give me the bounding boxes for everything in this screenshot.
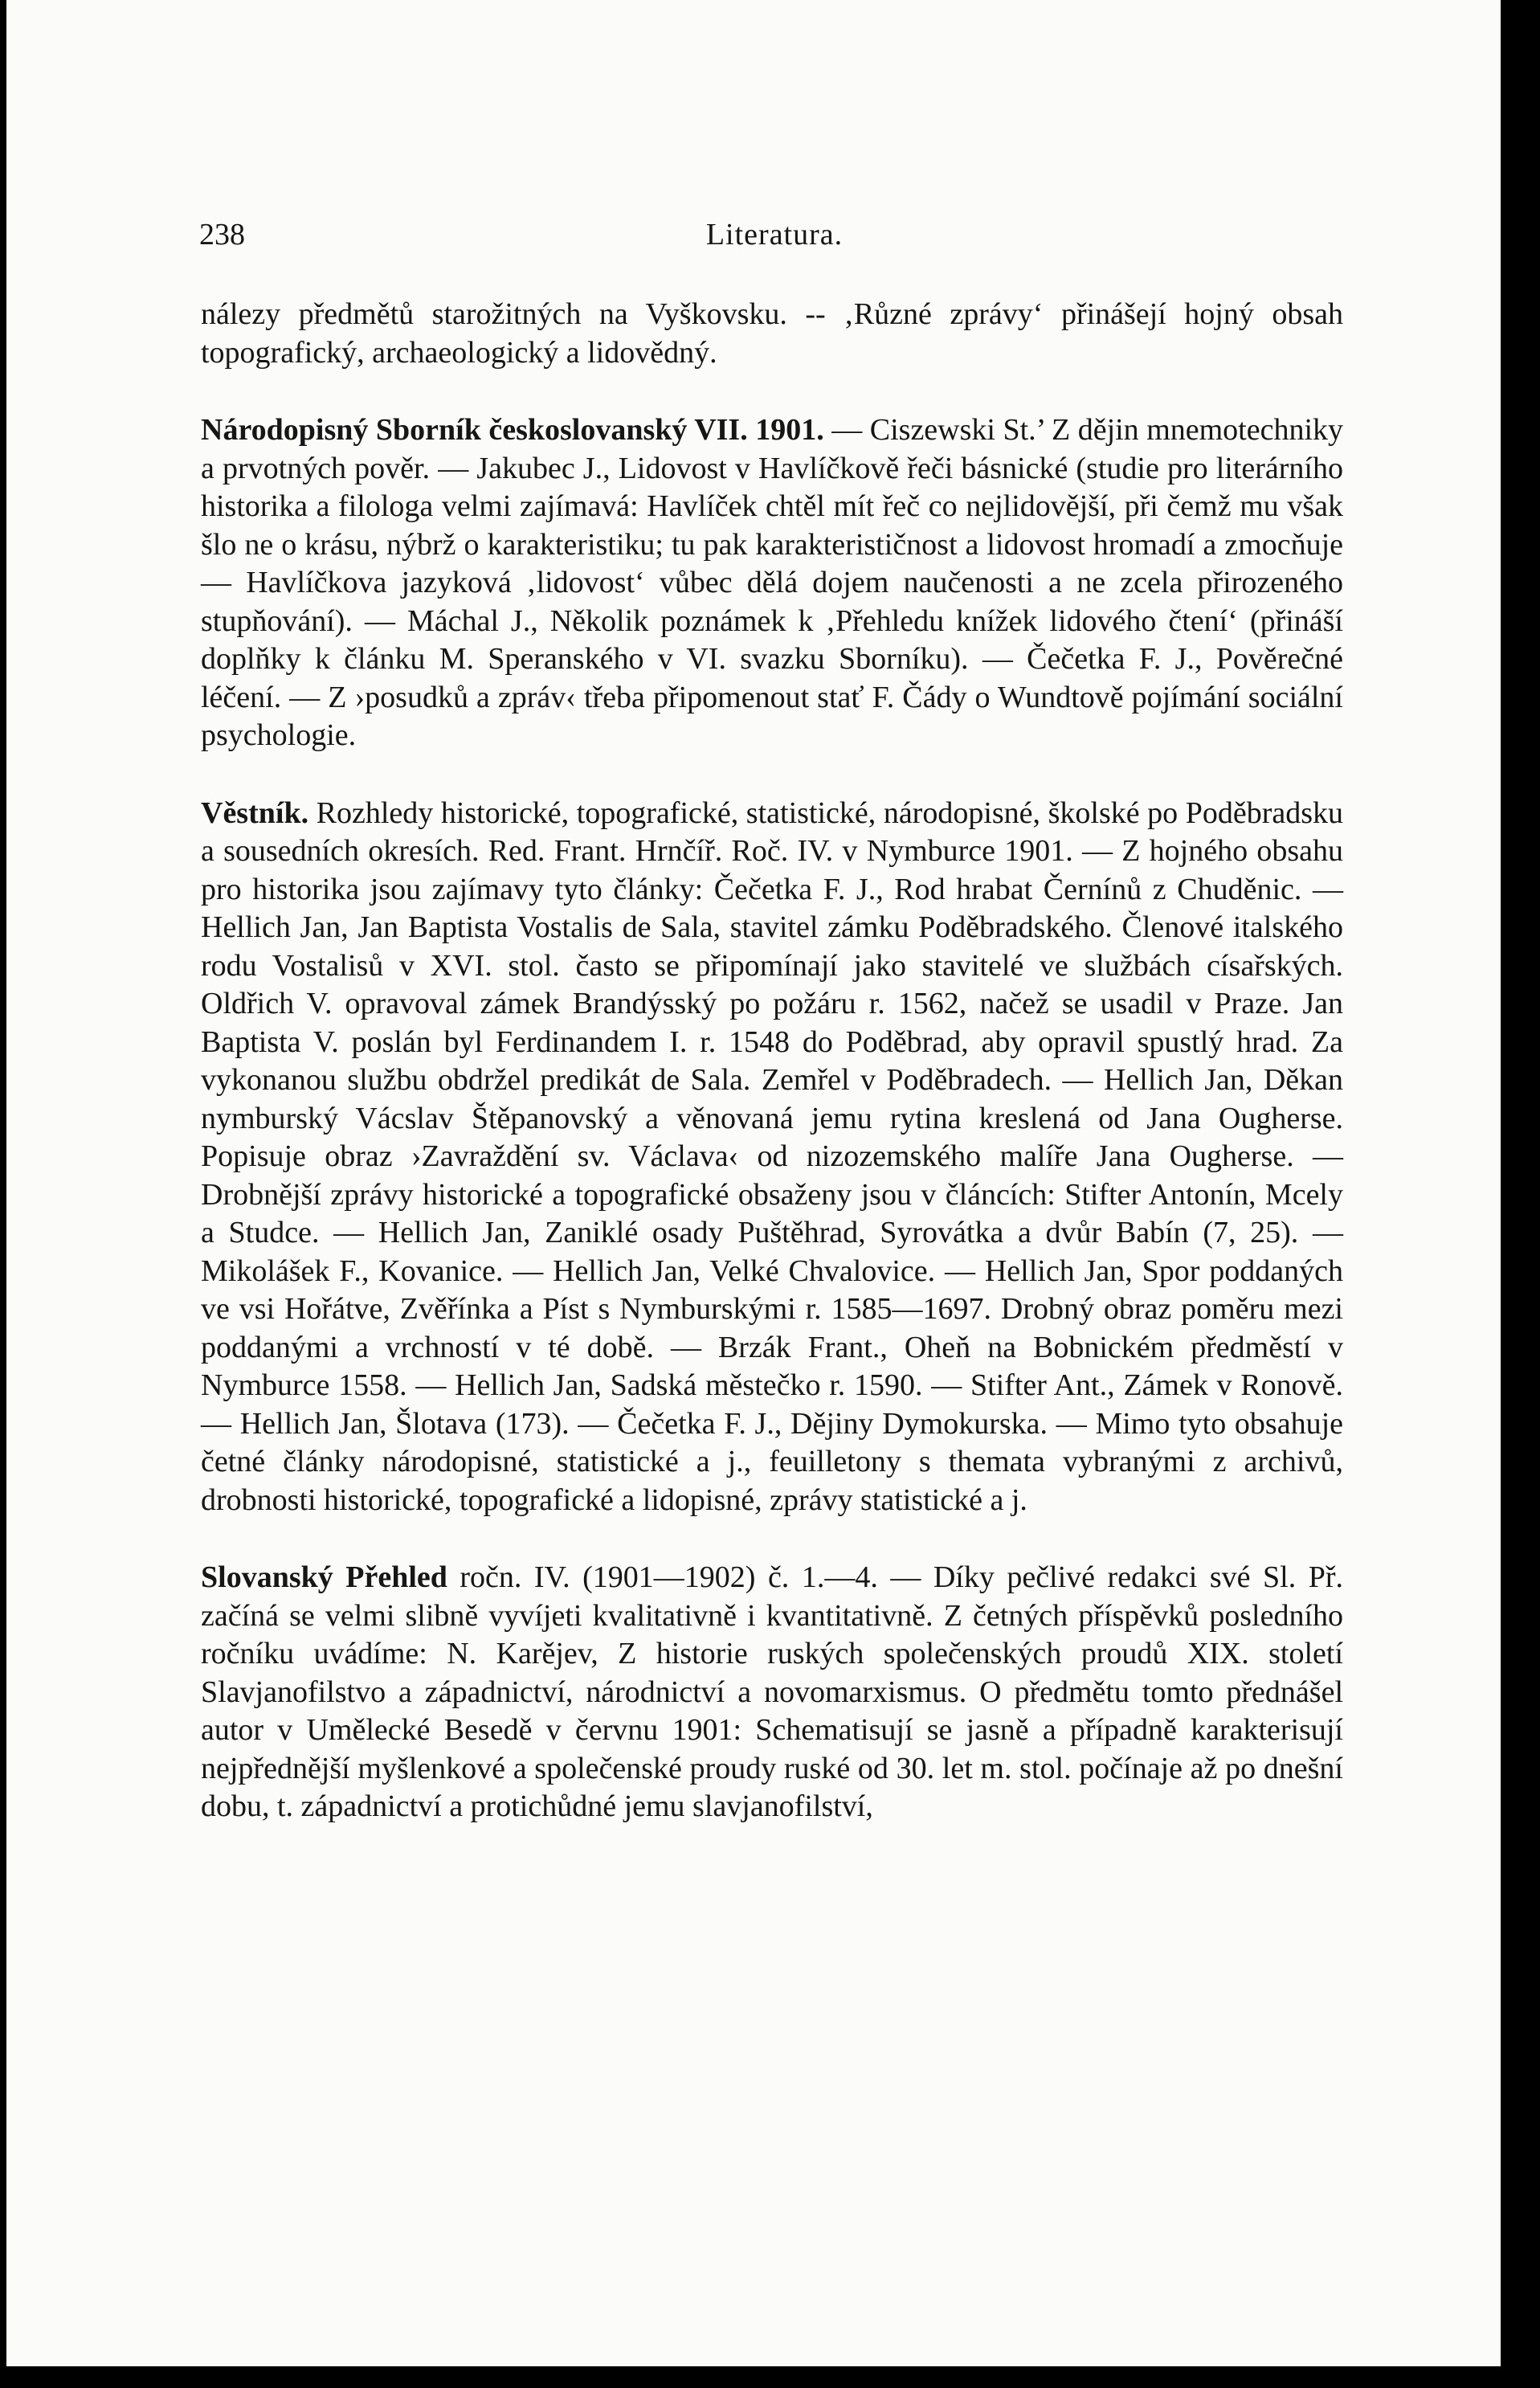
scan-border-right (1501, 0, 1540, 2388)
vestnik-entry (201, 795, 1343, 1520)
page-content (201, 296, 1343, 1826)
entry-text: ročn. IV. (1901—1902) č. 1.—4. — Díky pečlivé redakci své Sl. Př. začíná se velmi slibně vyvíjeti kvalitativně i kvantitativně. Z četných příspěvků posledního ročníku uvádíme: N. Karějev, Z historie ruských společenských proudů XIX. století Slavjanofilstvo a západnictví, národnictví a novomarxismus. O předmětu tomto přednášel autor v Umělecké Besedě v červnu 1901: Schematisují se jasně a případně karakterisují nejpřednější myšlenkové a společenské proudy ruské od 30. let m. stol. počínaje až po dnešní dobu, t. západnictví a protichůdné jemu slavjanofilství, (201, 1560, 1343, 1823)
running-title: Literatura. (705, 218, 844, 251)
entry-title: Věstník. (201, 795, 309, 830)
running-head (199, 217, 1350, 257)
entry-text: Rozhledy historické, topografické, statistické, národopisné, školské po Poděbradsku a sousedních okresích. Red. Frant. Hrnčíř. Roč. IV. v Nymburce 1901. — Z hojného obsahu pro historika jsou zajímavy tyto články: Čečetka F. J., Rod hrabat Černínů z Chuděnic. — Hellich Jan, Jan Baptista Vostalis de Sala, stavitel zámku Poděbradského. Členové italského rodu Vostalisů v XVI. stol. často se připomínají jako stavitelé ve službách císařských. Oldřich V. opravoval zámek Brandýsský po požáru r. 1562, načež se usadil v Praze. Jan Baptista V. poslán byl Ferdinandem I. r. 1548 do Poděbrad, aby opravil spustlý hrad. Za vykonanou službu obdržel predikát de Sala. Zemřel v Poděbradech. — Hellich Jan, Děkan nymburský Vácslav Štěpanovský a věnovaná jemu rytina kreslená od Jana Ougherse. Popisuje obraz ›Zavraždění sv. Václava‹ od nizozemského malíře Jana Ougherse. — Drobnější zprávy historické a topografické obsaženy jsou v článcích: Stifter Antonín, Mcely a Studce. — Hellich Jan, Zaniklé osady Puštěhrad, Syrovátka a dvůr Babín (7, 25). — Mikolášek F., Kovanice. — Hellich Jan, Velké Chvalovice. — Hellich Jan, Spor poddaných ve vsi Hořátve, Zvěřínka a Píst s Nymburskými r. 1585—1697. Drobný obraz poměru mezi poddanými a vrchností v té době. — Brzák Frant., Oheň na Bobnickém předměstí v Nymburce 1558. — Hellich Jan, Sadská městečko r. 1590. — Stifter Ant., Zámek v Ronově. — Hellich Jan, Šlotava (173). — Čečetka F. J., Dějiny Dymokurska. — Mimo tyto obsahuje četné články národopisné, statistické a j., feuilletony s themata vybranými z archivů, drobnosti historické, topografické a lidopisné, zprávy statistické a j. (201, 795, 1344, 1517)
entry-title: Národopisný Sborník českoslovanský VII. 1901. (201, 413, 824, 447)
entry-text: — Ciszewski St.’ Z dějin mnemotechniky a prvotných pověr. — Jakubec J., Lidovost v Havlíčkově řeči básnické (studie pro literárního historika a filologa velmi zajímavá: Havlíček chtěl mít řeč co nejlidovější, při čemž mu však šlo ne o krásu, nýbrž o karakteristiku; tu pak karakterističnost a lidovost hromadí a zmocňuje — Havlíčkova jazyková ‚lidovost‘ vůbec dělá dojem naučenosti a ne zcela přirozeného stupňování). — Máchal J., Několik poznámek k ‚Přehledu knížek lidového čtení‘ (přináší doplňky k článku M. Speranského v VI. svazku Sborníku). — Čečetka F. J., Pověrečné léčení. — Z ›posudků a zpráv‹ třeba připomenout stať F. Čády o Wundtově pojímání sociální psychologie. (201, 413, 1344, 752)
scan-border-bottom (0, 2366, 1540, 2388)
page-number: 238 (199, 218, 245, 251)
intro-text: nálezy předmětů starožitných na Vyškovsku. -- ‚Různé zprávy‘ přinášejí hojný obsah topografický, archaeologický a lidovědný. (201, 297, 1343, 370)
narodopisny-sbornik-entry (201, 411, 1343, 755)
entry-title: Slovanský Přehled (201, 1560, 447, 1594)
intro-paragraph (201, 296, 1343, 372)
scan-border-left (0, 0, 6, 2388)
slovansky-prehled-entry (201, 1559, 1343, 1826)
